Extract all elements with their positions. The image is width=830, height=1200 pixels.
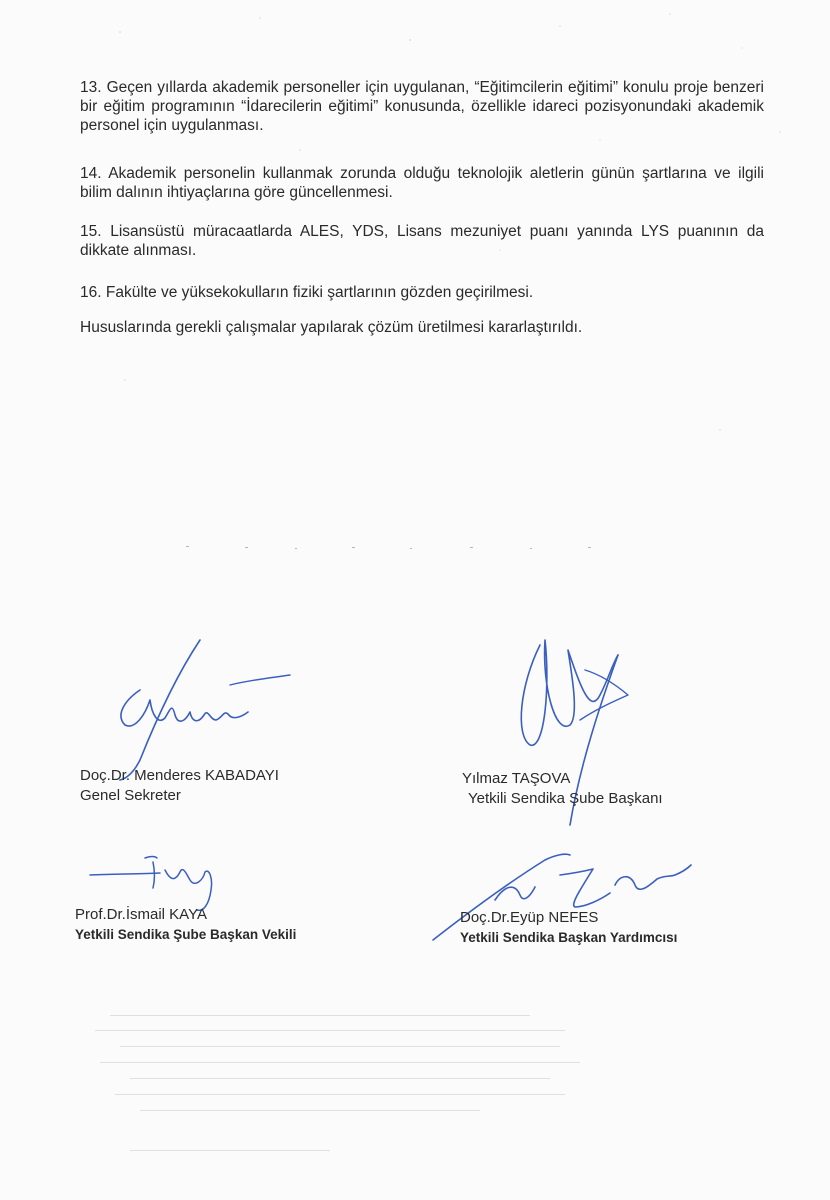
item-14 <box>80 164 764 202</box>
item-16 <box>80 283 764 302</box>
item-number: 16. <box>80 284 102 301</box>
conclusion-text: Hususlarında gerekli çalışmalar yapılarak çözüm üretilmesi kararlaştırıldı. <box>80 319 583 336</box>
signatory-name: Doç.Dr.Eyüp NEFES <box>460 909 599 926</box>
signatory-name: Doç.Dr. Menderes KABADAYI <box>80 767 279 784</box>
item-number: 15. <box>80 223 102 240</box>
item-text: Fakülte ve yüksekokulların fiziki şartlarının gözden geçirilmesi. <box>105 284 534 301</box>
item-number: 13. <box>80 79 102 96</box>
signatory-kaya <box>75 905 296 945</box>
signatory-name: Prof.Dr.İsmail KAYA <box>75 906 207 923</box>
signatory-title: Yetkili Sendika Şube Başkanı <box>468 790 663 807</box>
signatory-nefes <box>460 908 677 948</box>
signatory-name: Yılmaz TAŞOVA <box>462 770 571 787</box>
item-15 <box>80 222 764 260</box>
item-number: 14. <box>80 165 102 182</box>
signatory-title: Yetkili Sendika Şube Başkan Vekili <box>75 927 297 942</box>
signatory-tasova <box>462 769 663 809</box>
item-text: Geçen yıllarda akademik personeller için uygulanan, “Eğitimcilerin eğitimi” konulu proje benzeri bir eğitim programının “İdarecilerin eğitimi” konusunda, özellikle idareci pozisyonundaki akademik personel için uygulanması. <box>80 79 764 134</box>
signature-kabadayi <box>80 630 300 780</box>
signatory-title: Yetkili Sendika Başkan Yardımcısı <box>460 930 678 945</box>
item-text: Lisansüstü müracaatlarda ALES, YDS, Lisans mezuniyet puanı yanında LYS puanının da dikkate alınması. <box>80 223 764 259</box>
signature-tasova <box>500 625 640 845</box>
item-text: Akademik personelin kullanmak zorunda olduğu teknolojik aletlerin günün şartlarına ve ilgili bilim dalının ihtiyaçlarına göre güncellenmesi. <box>80 165 764 201</box>
item-13 <box>80 78 764 135</box>
signatory-title: Genel Sekreter <box>80 787 181 804</box>
signatory-kabadayi <box>80 766 279 806</box>
